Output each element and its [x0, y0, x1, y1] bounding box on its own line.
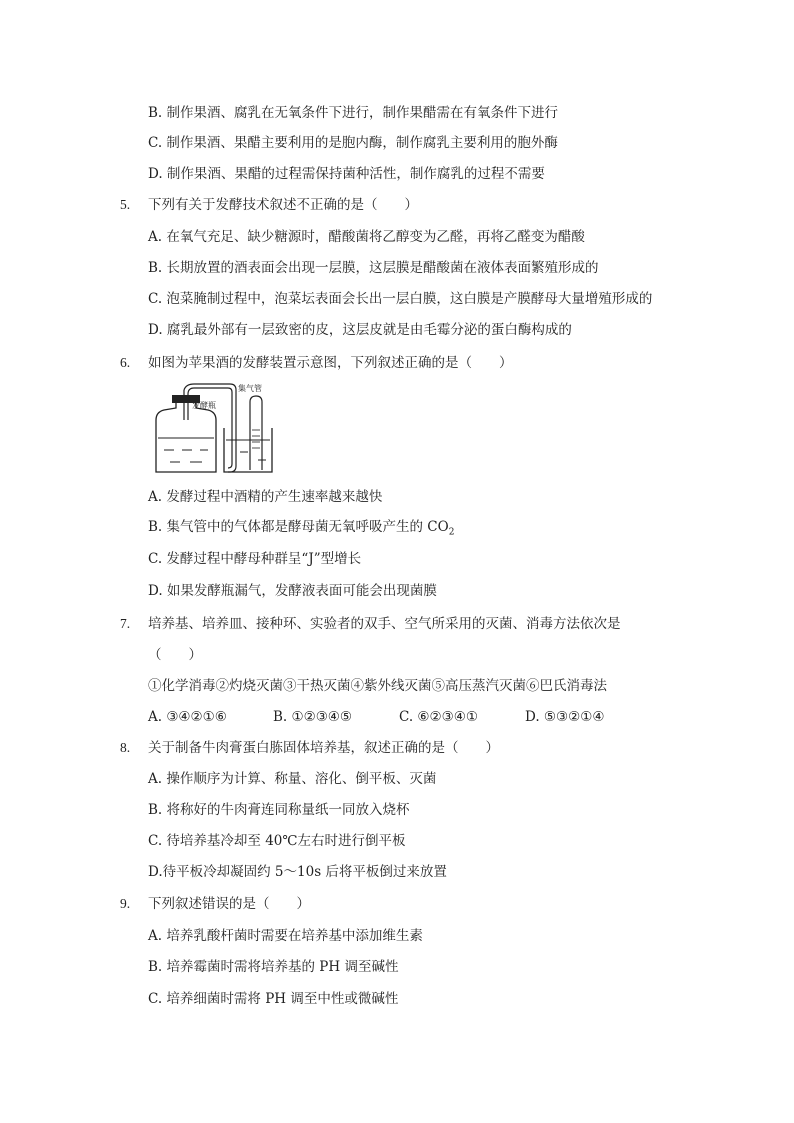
q6-stem: 如图为苹果酒的发酵装置示意图，下列叙述正确的是（ ） — [148, 355, 513, 371]
beaker — [224, 428, 272, 472]
q5-option-d: D. 腐乳最外部有一层致密的皮，这层皮就是由毛霉分泌的蛋白酶构成的 — [148, 322, 572, 338]
q7-stem-continued: （ ） — [148, 647, 202, 663]
q8-option-a: A. 操作顺序为计算、称量、溶化、倒平板、灭菌 — [148, 771, 437, 787]
q7-option-a: A. ③④②①⑥ — [148, 709, 227, 725]
q6-number: 6. — [120, 355, 131, 370]
q7-stem: 培养基、培养皿、接种环、实验者的双手、空气所采用的灭菌、消毒方法依次是 — [148, 616, 621, 632]
q9-stem: 下列叙述错误的是（ ） — [148, 896, 310, 912]
q7-methods: ①化学消毒②灼烧灭菌③干热灭菌④紫外线灭菌⑤高压蒸汽灭菌⑥巴氏消毒法 — [148, 678, 607, 694]
q6-option-b-text: B. 集气管中的气体都是酵母菌无氧呼吸产生的 CO — [148, 519, 449, 535]
q7-option-b: B. ①②③④⑤ — [273, 709, 353, 725]
q4-option-c: C. 制作果酒、果醋主要利用的是胞内酶，制作腐乳主要利用的胞外酶 — [148, 135, 558, 151]
q4-option-d: D. 制作果酒、果醋的过程需保持菌种活性，制作腐乳的过程不需要 — [148, 166, 545, 182]
q5-stem: 下列有关于发酵技术叙述不正确的是（ ） — [148, 197, 418, 213]
q6-option-b-subscript: 2 — [448, 527, 455, 538]
q4-option-b: B. 制作果酒、腐乳在无氧条件下进行，制作果醋需在有氧条件下进行 — [148, 105, 559, 121]
q7-option-c: C. ⑥②③④① — [399, 709, 478, 725]
q6-option-d: D. 如果发酵瓶漏气，发酵液表面可能会出现菌膜 — [148, 583, 437, 599]
q5-option-a: A. 在氧气充足、缺少糖源时，醋酸菌将乙醇变为乙醛，再将乙醛变为醋酸 — [148, 229, 585, 245]
q8-option-d: D.待平板冷却凝固约 5～10s 后将平板倒过来放置 — [148, 864, 447, 880]
bottle-label: 发酵瓶 — [192, 401, 216, 410]
q9-option-a: A. 培养乳酸杆菌时需要在培养基中添加维生素 — [148, 928, 423, 944]
q8-number: 8. — [120, 740, 131, 755]
q5-number: 5. — [120, 197, 131, 212]
q7-number: 7. — [120, 616, 131, 631]
q7-option-d: D. ⑤③②①④ — [525, 709, 605, 725]
q8-option-c: C. 待培养基冷却至 40℃左右时进行倒平板 — [148, 833, 406, 849]
q6-option-b — [148, 518, 454, 542]
q9-option-c: C. 培养细菌时需将 PH 调至中性或微碱性 — [148, 991, 399, 1007]
q5-option-c: C. 泡菜腌制过程中，泡菜坛表面会长出一层白膜，这白膜是产膜酵母大量增殖形成的 — [148, 291, 653, 307]
gas-collection-tube — [250, 396, 262, 470]
q5-option-b: B. 长期放置的酒表面会出现一层膜，这层膜是醋酸菌在液体表面繁殖形成的 — [148, 260, 599, 276]
q8-stem: 关于制备牛肉膏蛋白胨固体培养基，叙述正确的是（ ） — [148, 740, 499, 756]
q8-option-b: B. 将称好的牛肉膏连同称量纸一同放入烧杯 — [148, 802, 410, 818]
q9-number: 9. — [120, 896, 131, 911]
fermentation-bottle — [156, 402, 216, 472]
tube-label: 集气管 — [238, 384, 262, 393]
fermentation-apparatus-figure — [150, 380, 280, 480]
q6-option-c: C. 发酵过程中酵母种群呈“J”型增长 — [148, 551, 362, 567]
q6-option-a: A. 发酵过程中酒精的产生速率越来越快 — [148, 489, 383, 505]
q9-option-b: B. 培养霉菌时需将培养基的 PH 调至碱性 — [148, 959, 399, 975]
